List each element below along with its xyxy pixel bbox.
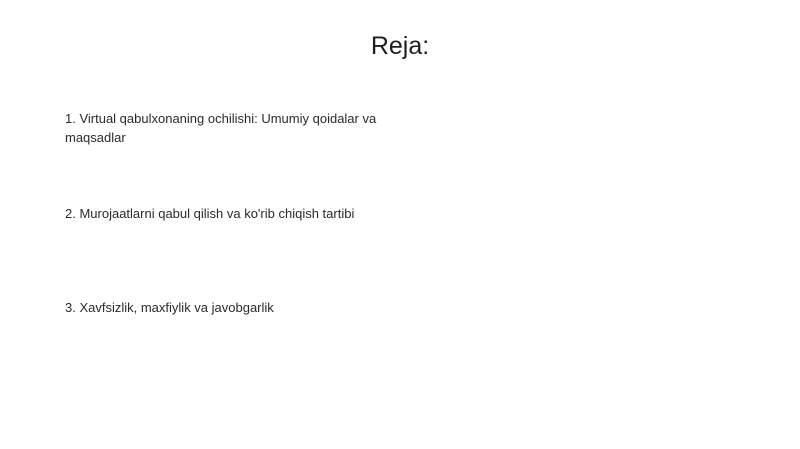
agenda-item-3: 3. Xavfsizlik, maxfiylik va javobgarlik [65, 300, 274, 315]
agenda-item-1: 1. Virtual qabulxonaning ochilishi: Umumiy qoidalar va maqsadlar [65, 111, 377, 145]
agenda-item-2: 2. Murojaatlarni qabul qilish va ko'rib chiqish tartibi [65, 206, 355, 221]
slide-title: Reja: [370, 32, 430, 60]
